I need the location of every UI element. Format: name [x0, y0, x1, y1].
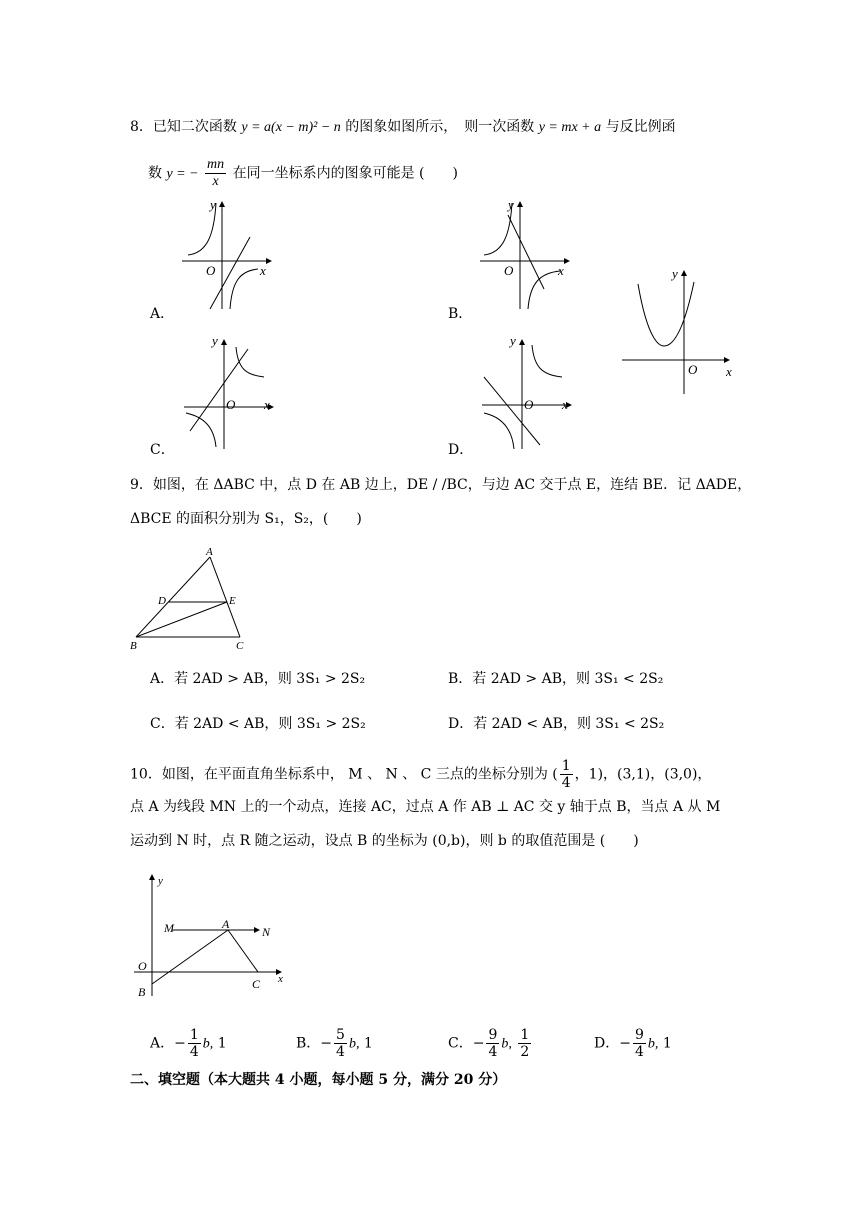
q9-line2: ΔBCE 的面积分别为 S₁，S₂，( ) — [130, 511, 362, 527]
svg-text:y: y — [158, 875, 163, 887]
q9-option-c[interactable]: C．若 2AD < AB，则 3S₁ > 2S₂ — [150, 716, 366, 732]
svg-text:x: x — [264, 397, 270, 412]
svg-text:O: O — [524, 397, 534, 412]
q9-line1: 9．如图，在 ΔABC 中，点 D 在 AB 边上，DE / /BC，与边 AC 交于点 E，连结 BE．记 ΔADE， — [130, 477, 752, 493]
svg-text:x: x — [726, 364, 732, 379]
svg-text:y: y — [210, 197, 216, 212]
q8-quadratic-formula: y = a(x − m)² − n — [241, 120, 341, 135]
svg-text:A: A — [222, 917, 230, 931]
svg-text:O: O — [138, 959, 147, 973]
section-2-title: 二、填空题（本大题共 4 小题，每小题 5 分，满分 20 分） — [130, 1072, 507, 1088]
svg-text:O: O — [206, 263, 216, 278]
q10-option-b[interactable]: B．− $\frac{5}{4}$ b, 1 — [296, 1027, 373, 1060]
q8-line1: 8．已知二次函数 y = a(x − m)² − n 的图象如图所示， 则一次函数 y = mx + a 与反比例函 — [130, 119, 676, 135]
svg-text:C: C — [236, 640, 244, 652]
q8-graph-a — [180, 197, 290, 312]
svg-text:N: N — [262, 925, 271, 939]
svg-text:A: A — [206, 546, 213, 558]
svg-text:D: D — [158, 595, 166, 607]
svg-text:y: y — [672, 266, 678, 281]
q8-reciprocal-fraction: $\frac{mn}{x}$ — [207, 157, 225, 189]
svg-text:x: x — [278, 973, 283, 985]
svg-text:E: E — [229, 595, 236, 607]
q10-line2: 点 A 为线段 MN 上的一个动点，连接 AC，过点 A 作 AB ⊥ AC 交 y 轴于点 B，当点 A 从 M — [130, 799, 721, 815]
q10-option-d[interactable]: D．− $\frac{9}{4}$ b, 1 — [594, 1027, 672, 1060]
svg-text:x: x — [260, 263, 266, 278]
q8-option-b[interactable]: B． — [448, 306, 473, 322]
svg-text:y: y — [212, 333, 218, 348]
svg-text:M: M — [164, 921, 174, 935]
q10-m-fraction: $\frac{1}{4}$ — [561, 758, 571, 791]
svg-text:O: O — [688, 362, 698, 377]
q8-option-c[interactable]: C． — [150, 442, 175, 458]
svg-text:y: y — [510, 333, 516, 348]
svg-text:B: B — [130, 640, 137, 652]
svg-text:O: O — [504, 263, 514, 278]
q8-option-d[interactable]: D． — [448, 442, 474, 458]
svg-text:C: C — [252, 977, 261, 991]
q8-option-a[interactable]: A． — [150, 306, 175, 322]
svg-text:x: x — [558, 263, 564, 278]
q8-graph-b — [478, 197, 588, 312]
q8-linear-formula: y = mx + a — [538, 120, 602, 135]
q9-option-d[interactable]: D．若 2AD < AB，则 3S₁ < 2S₂ — [448, 716, 665, 732]
q8-line2: 数 y = − $\frac{mn}{x}$ 在同一坐标系内的图象可能是 ( ) — [148, 157, 458, 189]
q8-parabola-graph — [620, 262, 740, 397]
q10-coordinate-figure — [132, 870, 292, 1000]
svg-text:O: O — [226, 397, 236, 412]
q10-line1: 10．如图，在平面直角坐标系中， M 、 N 、 C 三点的坐标分别为 ( $\frac{1}{4}$ ，1)，(3,1)，(3,0)， — [130, 758, 712, 791]
svg-text:y: y — [508, 197, 514, 212]
q8-graph-d — [480, 333, 590, 453]
q8-graph-c — [182, 333, 292, 453]
q10-line3: 运动到 N 时，点 R 随之运动，设点 B 的坐标为 (0,b)，则 b 的取值范围是 ( ) — [130, 833, 639, 849]
q10-option-c[interactable]: C．− $\frac{9}{4}$ b, $\frac{1}{2}$ — [448, 1027, 530, 1060]
q10-option-a[interactable]: A．− $\frac{1}{4}$ b, 1 — [150, 1027, 227, 1060]
q9-option-b[interactable]: B．若 2AD > AB，则 3S₁ < 2S₂ — [448, 671, 664, 687]
q9-option-a[interactable]: A．若 2AD > AB，则 3S₁ > 2S₂ — [150, 671, 366, 687]
svg-text:B: B — [138, 985, 146, 999]
q9-triangle-figure — [128, 545, 258, 655]
svg-text:x: x — [562, 397, 568, 412]
